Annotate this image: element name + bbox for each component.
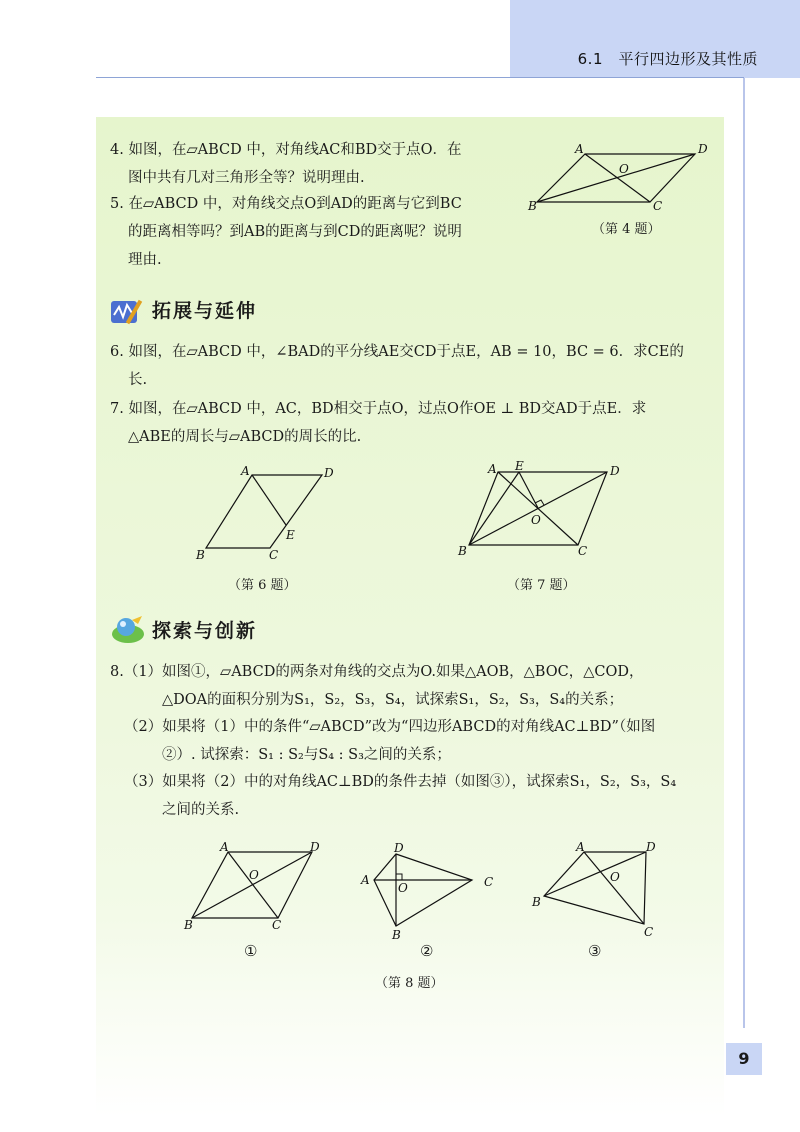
problem-8-line-1: 8.（1）如图①，▱ABCD的两条对角线的交点为O.如果△AOB，△BOC，△COD， bbox=[110, 664, 644, 680]
margin-rule bbox=[743, 78, 745, 1028]
problem-5-line-1: 5. 在▱ABCD 中，对角线交点O到AD的距离与它到BC bbox=[110, 196, 462, 212]
fig6-label-d: D bbox=[324, 466, 334, 480]
section-title-extend: 拓展与延伸 bbox=[152, 300, 258, 322]
fig8a-label-c: C bbox=[272, 918, 282, 932]
problem-7-line-1: 7. 如图，在▱ABCD 中，AC，BD相交于点O，过点O作OE ⊥ BD交AD于点E．求 bbox=[110, 401, 647, 417]
fig7-label-b: B bbox=[458, 544, 467, 558]
fig4-label-b: B bbox=[528, 199, 537, 213]
fig8b-label-b: B bbox=[392, 928, 401, 942]
problem-8-line-4: ②）. 试探索：S₁ : S₂与S₄ : S₃之间的关系； bbox=[162, 747, 451, 763]
problem-5-line-3: 理由. bbox=[128, 252, 162, 268]
figure-4 bbox=[525, 140, 720, 215]
figure-8-1 bbox=[176, 836, 336, 936]
fig8c-label-b: B bbox=[532, 895, 541, 909]
fig8c-label-d: D bbox=[646, 840, 656, 854]
fig8a-label-b: B bbox=[184, 918, 193, 932]
fig4-label-o: O bbox=[619, 162, 629, 176]
problem-6-line-1: 6. 如图，在▱ABCD 中，∠BAD的平分线AE交CD于点E，AB = 10，BC = 6．求CE的 bbox=[110, 344, 684, 360]
problem-4-line-2: 图中共有几对三角形全等？说明理由. bbox=[128, 170, 365, 186]
fig6-label-c: C bbox=[269, 548, 279, 562]
problem-8-line-6: 之间的关系. bbox=[162, 802, 240, 818]
figure-8-3 bbox=[528, 836, 688, 946]
fig4-label-c: C bbox=[653, 199, 663, 213]
explore-icon bbox=[108, 612, 148, 650]
problem-7-line-2: △ABE的周长与▱ABCD的周长的比. bbox=[128, 429, 362, 445]
fig6-label-b: B bbox=[196, 548, 205, 562]
fig8-1-number: ① bbox=[244, 942, 258, 960]
fig7-label-e: E bbox=[515, 460, 524, 473]
fig7-label-a: A bbox=[488, 462, 497, 476]
fig8b-label-o: O bbox=[398, 881, 408, 895]
fig8b-label-c: C bbox=[484, 875, 494, 889]
fig8c-label-o: O bbox=[610, 870, 620, 884]
problem-8-line-2: △DOA的面积分别为S₁，S₂，S₃，S₄，试探索S₁，S₂，S₃，S₄的关系； bbox=[162, 692, 624, 708]
figure-6 bbox=[190, 460, 340, 570]
problem-8-line-5: （3）如果将（2）中的对角线AC⊥BD的条件去掉（如图③），试探索S₁，S₂，S₃，S₄ bbox=[124, 774, 677, 790]
problem-5-line-2: 的距离相等吗？到AB的距离与到CD的距离呢？说明 bbox=[128, 224, 462, 240]
fig7-label-c: C bbox=[578, 544, 588, 558]
fig8b-label-d: D bbox=[394, 841, 404, 855]
section-header: 6.1 平行四边形及其性质 bbox=[577, 50, 758, 68]
figure-7 bbox=[455, 460, 635, 570]
fig8b-label-a: A bbox=[361, 873, 370, 887]
fig6-label-e: E bbox=[286, 528, 295, 542]
problem-6-line-2: 长. bbox=[128, 372, 148, 388]
section-title-explore: 探索与创新 bbox=[152, 620, 258, 642]
fig8-2-number: ② bbox=[420, 942, 434, 960]
fig8-caption: （第 8 题） bbox=[375, 976, 444, 991]
problem-8-line-3: （2）如果将（1）中的条件“▱ABCD”改为“四边形ABCD的对角线AC⊥BD”（如图 bbox=[124, 719, 656, 735]
header-rule bbox=[96, 77, 744, 78]
problem-4-line-1: 4. 如图，在▱ABCD 中，对角线AC和BD交于点O．在 bbox=[110, 142, 462, 158]
fig7-label-d: D bbox=[610, 464, 620, 478]
extend-icon bbox=[108, 295, 148, 333]
fig8a-label-d: D bbox=[310, 840, 320, 854]
fig8-3-number: ③ bbox=[588, 942, 602, 960]
fig7-label-o: O bbox=[531, 513, 541, 527]
figure-8-2 bbox=[358, 836, 503, 946]
fig8c-label-c: C bbox=[644, 925, 654, 939]
fig8a-label-o: O bbox=[249, 868, 259, 882]
fig6-caption: （第 6 题） bbox=[228, 578, 297, 593]
fig4-label-d: D bbox=[698, 142, 708, 156]
fig4-label-a: A bbox=[575, 142, 584, 156]
fig8a-label-a: A bbox=[220, 840, 229, 854]
fig6-label-a: A bbox=[241, 464, 250, 478]
fig4-caption: （第 4 题） bbox=[592, 222, 661, 237]
page-number: 9 bbox=[726, 1043, 762, 1075]
fig7-caption: （第 7 题） bbox=[507, 578, 576, 593]
fig8c-label-a: A bbox=[576, 840, 585, 854]
